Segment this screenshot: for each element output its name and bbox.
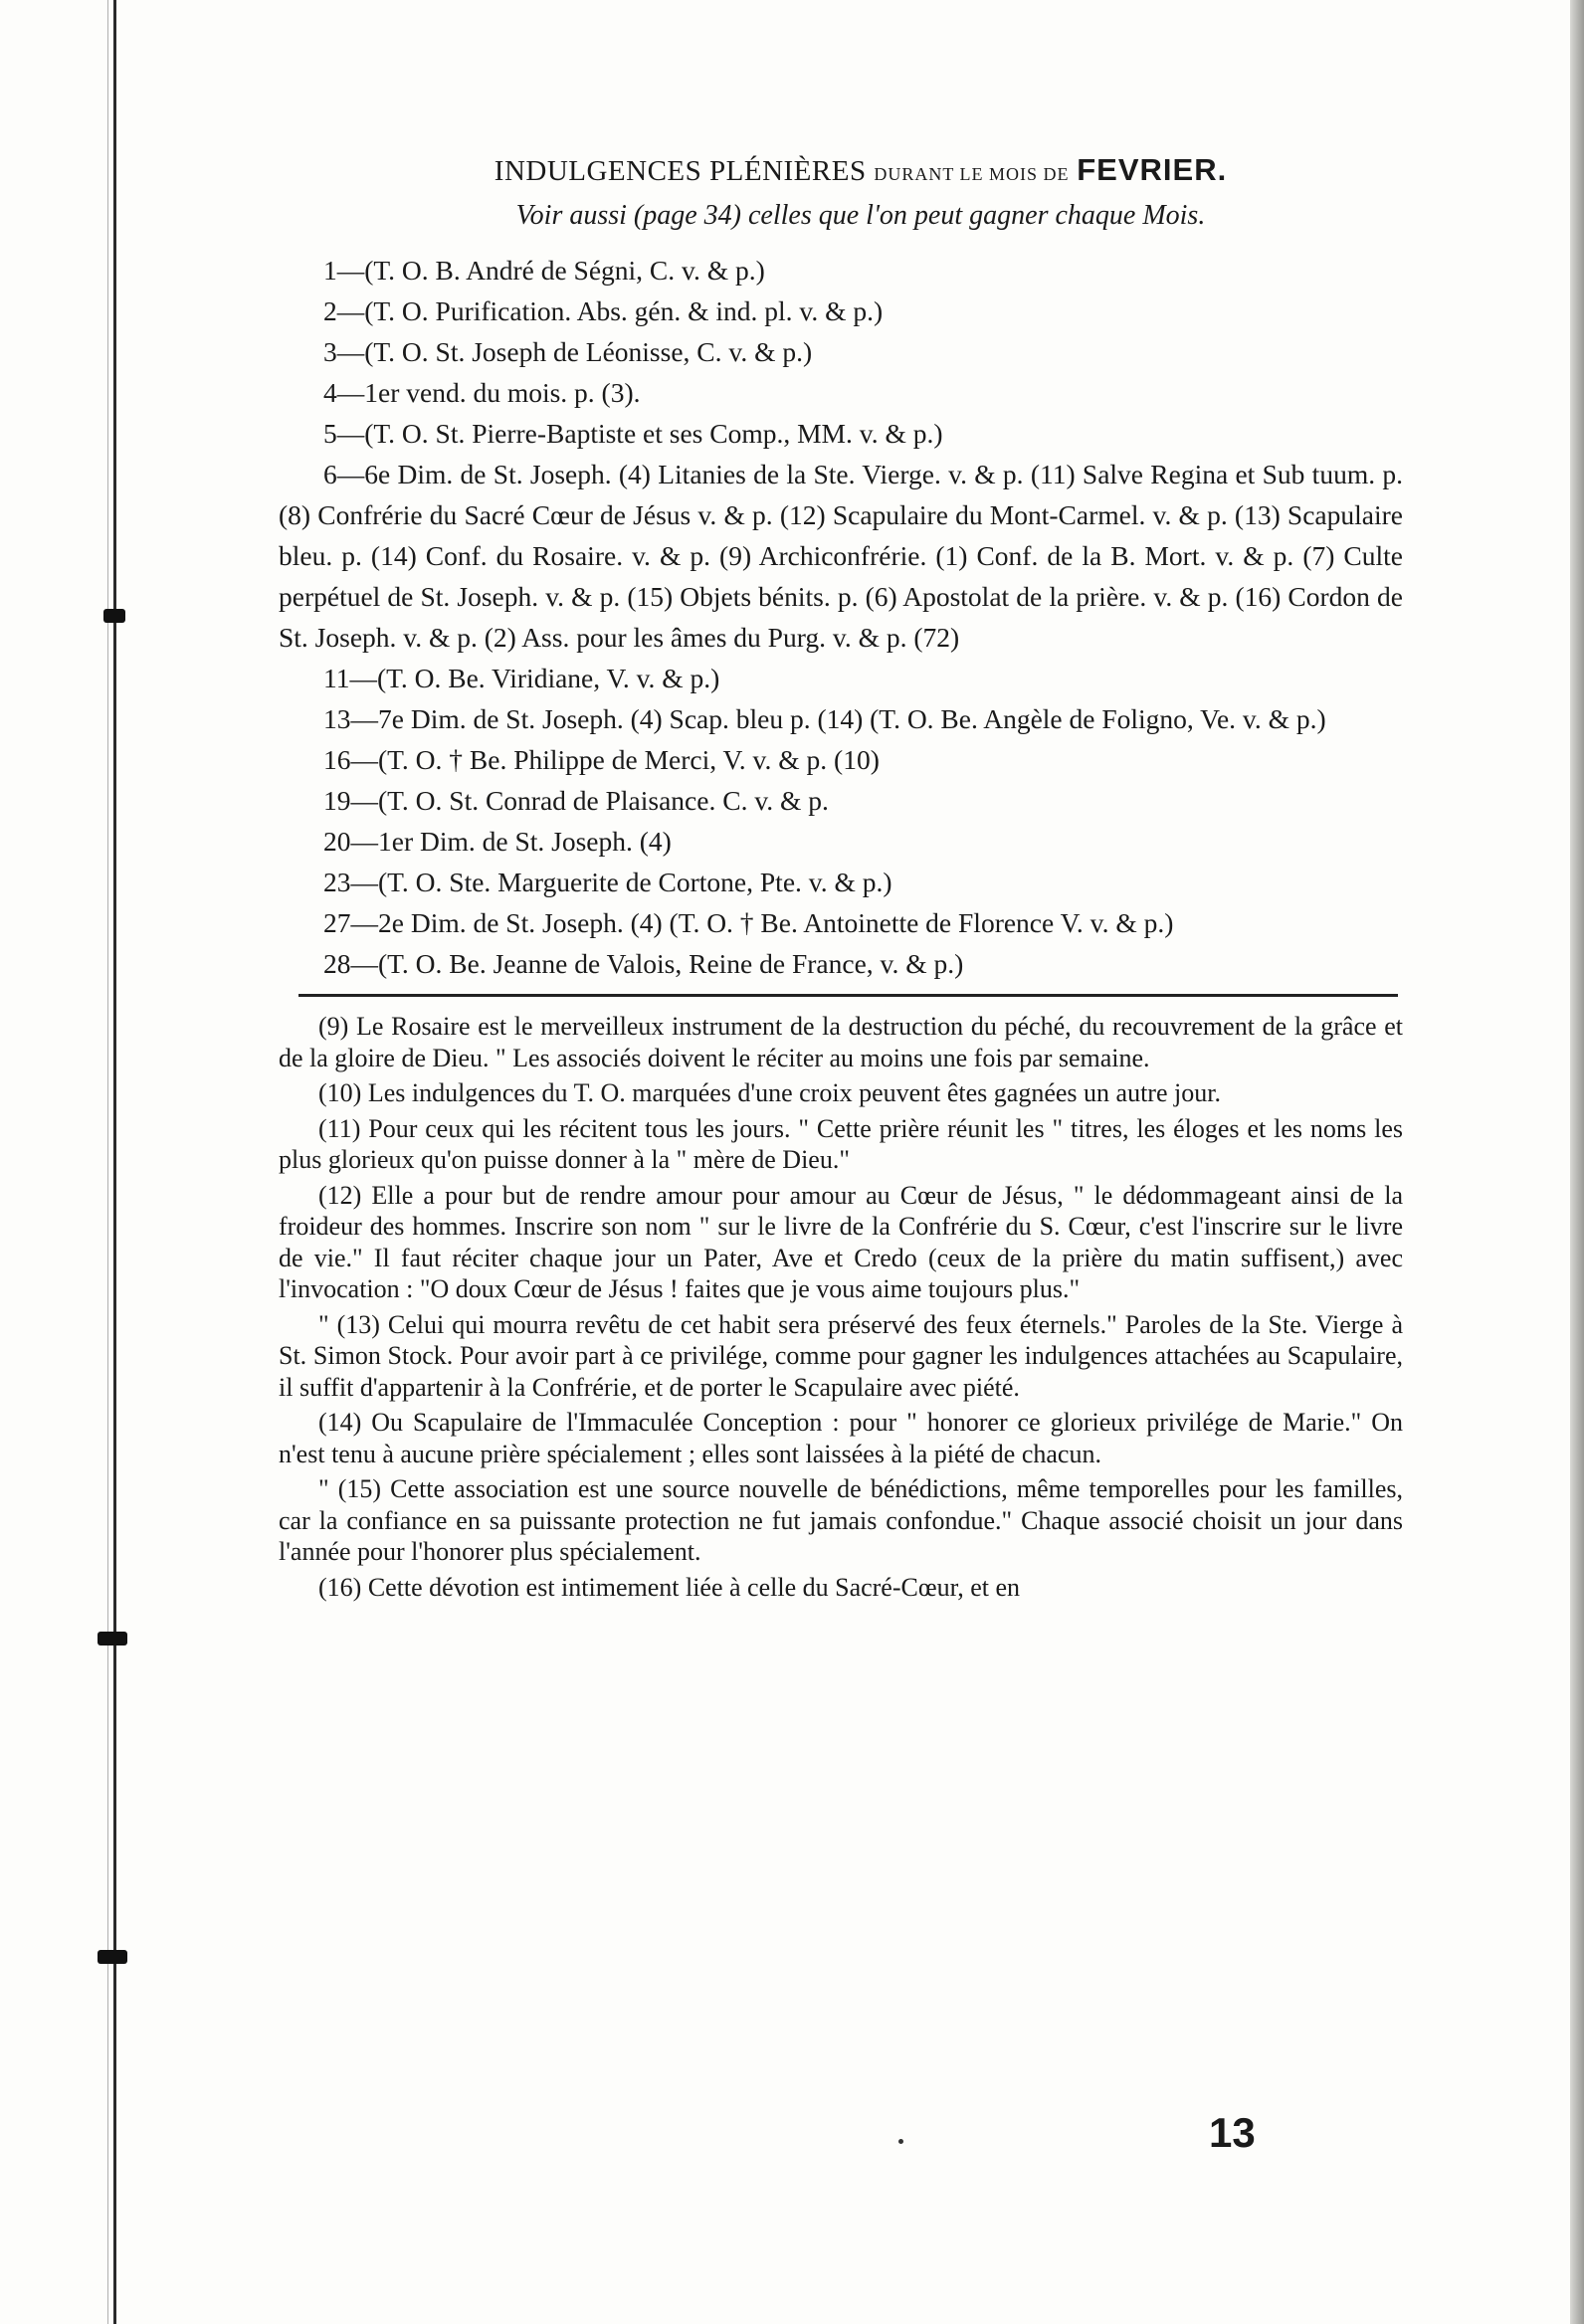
footnote: (11) Pour ceux qui les récitent tous les jours. " Cette prière réunit les " titres, les éloges et les noms les plus glorieux qu'on puisse donner à la " mère de Dieu.": [279, 1113, 1403, 1174]
binding-mark: [98, 1632, 127, 1646]
list-item: 3—(T. O. St. Joseph de Léonisse, C. v. & p.): [323, 336, 813, 367]
footnote: (12) Elle a pour but de rendre amour pour amour au Cœur de Jésus, " le dédommageant ainsi de la froideur des hommes. Inscrire son nom " sur le livre de la Confrérie du S. Cœur, c'est l'inscrire sur le livre de vie." Il faut réciter chaque jour un Pater, Ave et Credo (ceux de la prière du matin suffisent,) avec l'invocation : "O doux Cœur de Jésus ! faites que je vous aime toujours plus.": [279, 1180, 1403, 1303]
list-item: 2—(T. O. Purification. Abs. gén. & ind. pl. v. & p.): [323, 295, 884, 326]
footnote: " (15) Cette association est une source nouvelle de bénédictions, même temporelles pour les familles, car la confiance en sa puissante protection ne fut jamais confondue." Chaque associé choisit un jour dans l'année pour l'honorer plus spécialement.: [279, 1474, 1403, 1566]
binding-mark: [98, 1950, 127, 1964]
ink-dot: [898, 2139, 903, 2144]
binding-line: [113, 0, 116, 2324]
list-item: 28—(T. O. Be. Jeanne de Valois, Reine de France, v. & p.): [323, 948, 964, 979]
list-item: 5—(T. O. St. Pierre-Baptiste et ses Comp., MM. v. & p.): [323, 418, 943, 449]
heading-month: FEVRIER.: [1077, 152, 1228, 187]
footnote: (16) Cette dévotion est intimement liée à celle du Sacré-Cœur, et en: [318, 1572, 1021, 1602]
footnote: (10) Les indulgences du T. O. marquées d'une croix peuvent êtes gagnées un autre jour.: [318, 1078, 1221, 1107]
heading-middle: DURANT LE MOIS DE: [874, 164, 1070, 184]
list-item: 11—(T. O. Be. Viridiane, V. v. & p.): [323, 663, 720, 693]
heading-prefix: INDULGENCES PLÉNIÈRES: [494, 155, 867, 187]
list-item: 16—(T. O. † Be. Philippe de Merci, V. v. & p. (10): [323, 744, 880, 775]
list-item: 23—(T. O. Ste. Marguerite de Cortone, Pte. v. & p.): [323, 867, 892, 897]
list-item: 4—1er vend. du mois. p. (3).: [323, 377, 641, 408]
footnote: (14) Ou Scapulaire de l'Immaculée Conception : pour " honorer ce glorieux privilége de Marie." On n'est tenu à aucune prière spécialement ; elles sont laissées à la piété de chacun.: [279, 1408, 1403, 1468]
list-item: 6—6e Dim. de St. Joseph. (4) Litanies de la Ste. Vierge. v. & p. (11) Salve Regina et Sub tuum. p. (8) Confrérie du Sacré Cœur de Jésus v. & p. (12) Scapulaire du Mont-Carmel. v. & p. (13) Scapulaire bleu. p. (14) Conf. du Rosaire. v. & p. (9) Archiconfrérie. (1) Conf. de la B. Mort. v. & p. (7) Culte perpétuel de St. Joseph. v. & p. (15) Objets bénits. p. (6) Apostolat de la prière. v. & p. (16) Cordon de St. Joseph. v. & p. (2) Ass. pour les âmes du Purg. v. & p. (72): [279, 459, 1403, 653]
indulgence-list: [279, 250, 1403, 984]
footnote: (9) Le Rosaire est le merveilleux instrument de la destruction du péché, du recouvrement de la grâce et de la gloire de Dieu. " Les associés doivent le réciter au moins une fois par semaine.: [279, 1012, 1403, 1072]
page-subheading: Voir aussi (page 34) celles que l'on peut gagner chaque Mois.: [515, 200, 1206, 231]
list-item: 19—(T. O. St. Conrad de Plaisance. C. v. & p.: [323, 785, 829, 816]
list-item: 20—1er Dim. de St. Joseph. (4): [323, 826, 672, 857]
list-item: 27—2e Dim. de St. Joseph. (4) (T. O. † Be. Antoinette de Florence V. v. & p.): [323, 907, 1174, 938]
footnotes: [279, 1011, 1403, 1603]
page-heading: [318, 149, 1403, 195]
binding-edge: [107, 0, 108, 2324]
binding-mark: [103, 609, 125, 623]
footnote: " (13) Celui qui mourra revêtu de cet habit sera préservé des feux éternels." Paroles de la Ste. Vierge à St. Simon Stock. Pour avoir part à ce privilége, comme pour gagner les indulgences attachées au Scapulaire, il suffit d'appartenir à la Confrérie, et de porter le Scapulaire avec piété.: [279, 1309, 1403, 1402]
section-divider: [298, 994, 1398, 997]
page-content: [279, 149, 1403, 1607]
list-item: 13—7e Dim. de St. Joseph. (4) Scap. bleu p. (14) (T. O. Be. Angèle de Foligno, Ve. v. & p.): [323, 703, 1326, 734]
list-item: 1—(T. O. B. André de Ségni, C. v. & p.): [323, 255, 765, 286]
page-edge: [1570, 0, 1584, 2324]
page-number: 13: [1209, 2109, 1256, 2156]
